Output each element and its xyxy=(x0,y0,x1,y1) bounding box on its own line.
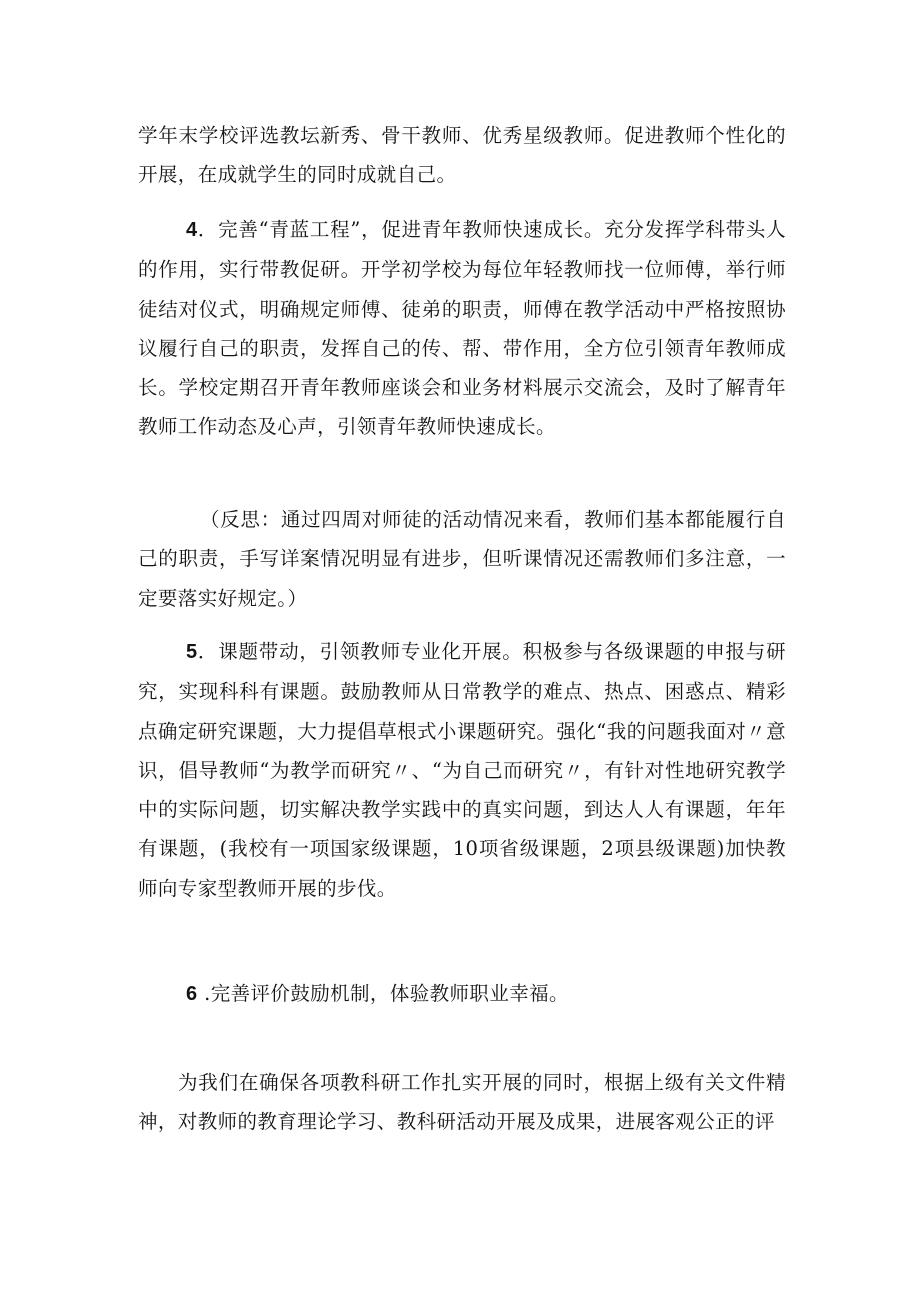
paragraph-text: ．课题带动，引领教师专业化开展。积极参与各级课题的申报与研究，实现科科有课题。鼓励教师从日常教学的难点、热点、困惑点、精彩点确定研究课题，大力提倡草根式小课题研究。强化“我的问题我面对〃意识，倡导教师“为教学而研究〃、“为自己而研究〃，有针对性地研究教学中的实际问题，切实解决教学实践中的真实问题，到达人人有课题，年年有课题，(我校有一项国家级课题，10项省级课题，2项县级课题)加快教师向专家型教师开展的步伐。 xyxy=(138,640,786,900)
paragraph-text: ．完善“青蓝工程”，促进青年教师快速成长。充分发挥学科带头人的作用，实行带教促研。开学初学校为每位年轻教师找一位师傅，举行师徒结对仪式，明确规定师傅、徒弟的职责，师傅在教学活动中严格按照协议履行自己的职责，发挥自己的传、帮、带作用，全方位引领青年教师成长。学校定期召开青年教师座谈会和业务材料展示交流会，及时了解青年教师工作动态及心声，引领青年教师快速成长。 xyxy=(138,218,786,439)
paragraph-text: （反思：通过四周对师徒的活动情况来看，教师们基本都能履行自己的职责，手写详案情况明显有进步，但听课情况还需教师们多注意，一定要落实好规定。） xyxy=(138,508,786,610)
paragraph-evaluation-continuation xyxy=(138,116,786,195)
item-number: 5 xyxy=(186,641,198,663)
paragraph-evaluation-intro xyxy=(138,1063,786,1142)
paragraph-text: .完善评价鼓励机制，体验教师职业幸福。 xyxy=(197,982,569,1005)
paragraph-text: 学年末学校评选教坛新秀、骨干教师、优秀星级教师。促进教师个性化的开展，在成就学生的同时成就自己。 xyxy=(138,124,786,187)
paragraph-item-6-evaluation xyxy=(138,974,786,1014)
paragraph-text: 为我们在确保各项教科研工作扎实开展的同时，根据上级有关文件精神，对教师的教育理论学习、教科研活动开展及成果，进展客观公正的评 xyxy=(138,1071,786,1134)
paragraph-item-5-research xyxy=(138,632,786,908)
item-number: 4 xyxy=(186,219,198,241)
paragraph-item-4-qinglan xyxy=(138,210,786,447)
paragraph-reflection xyxy=(138,500,786,618)
item-number: 6 xyxy=(186,983,198,1005)
